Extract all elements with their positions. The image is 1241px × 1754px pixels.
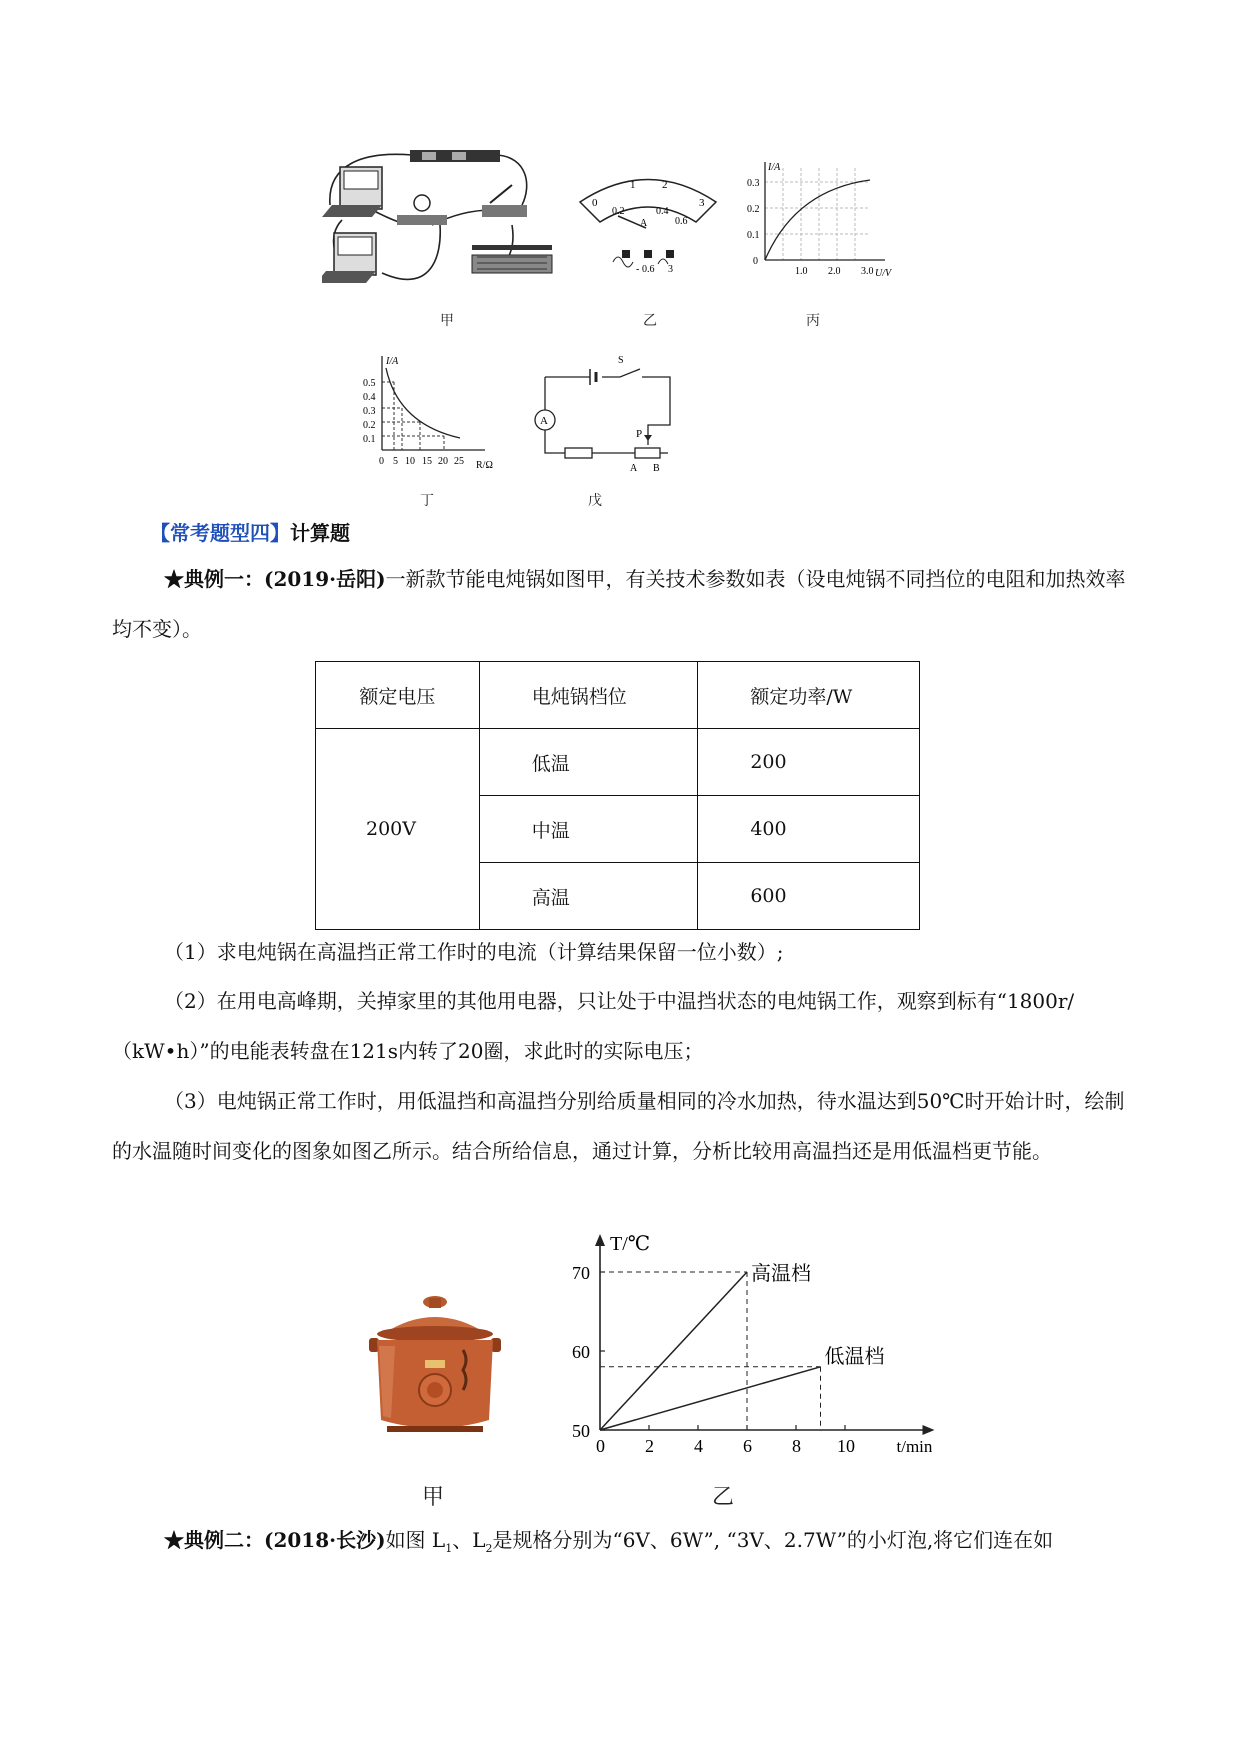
dial-bottom-2: 0.6 <box>675 216 688 227</box>
iu-curve-figure <box>745 160 905 288</box>
terminal-3: 3 <box>668 264 673 275</box>
th-voltage: 额定电压 <box>316 662 480 729</box>
dial-top-3: 3 <box>699 197 705 209</box>
section-bracket-close: 】 <box>270 521 290 545</box>
series-label-0: 高温档 <box>751 1263 811 1285</box>
question-3: （3）电炖锅正常工作时，用低温挡和高温挡分别给质量相同的冷水加热，待水温达到50℃时开始计时，绘制的水温随时间变化的图象如图乙所示。结合所给信息，通过计算，分析比较用高温挡还是用低温档更节能。 <box>112 1089 1125 1163</box>
spec-table <box>315 661 920 930</box>
series-label-1: 低温档 <box>824 1345 885 1368</box>
dial-top-0: 0 <box>592 197 598 209</box>
bing-xtick-2: 2.0 <box>828 266 841 277</box>
dial-bottom-0: 0.2 <box>612 206 625 217</box>
caption-yi-bottom: 乙 <box>712 1485 735 1510</box>
bing-xtick-1: 1.0 <box>795 266 808 277</box>
section-bracket-open: 【 <box>150 521 170 545</box>
series-line-0 <box>600 1272 747 1430</box>
section-heading <box>150 518 350 548</box>
terminal-06: 0.6 <box>642 264 655 275</box>
ammeter-dial-figure <box>578 172 718 287</box>
x-tick-label: 6 <box>743 1436 752 1456</box>
x-axis-arrow <box>923 1425 935 1435</box>
section-name: 常考题型四 <box>170 521 270 545</box>
circuit-jia-figure <box>322 145 567 305</box>
question-1: （1）求电炖锅在高温挡正常工作时的电流（计算结果保留一位小数）; <box>164 940 784 964</box>
x-tick-label: 2 <box>645 1436 654 1456</box>
td-voltage: 200V <box>316 729 480 930</box>
x-tick-label: 4 <box>694 1436 703 1456</box>
wu-switch-label: S <box>618 355 624 366</box>
x-axis-label: t/min <box>896 1437 933 1456</box>
ding-ytick-03: 0.3 <box>363 406 376 417</box>
ding-xtick-20: 20 <box>438 456 448 467</box>
example1-paragraph <box>112 554 1132 654</box>
slow-cooker-image <box>355 1290 515 1440</box>
y-tick-label: 70 <box>572 1263 590 1283</box>
bing-ytick-0: 0 <box>753 256 758 267</box>
example1-text: 一新款节能电炖锅如图甲，有关技术参数如表（设电炖锅不同挡位的电阻和加热效率均不变）。 <box>112 567 1126 641</box>
caption-wu: 戊 <box>588 493 602 509</box>
example2-sub1: 1 <box>445 1542 453 1555</box>
caption-yi-top: 乙 <box>643 313 657 329</box>
example2-text-after: 是规格分别为“6V、6W”, “3V、2.7W”的小灯泡,将它们连在如 <box>492 1528 1054 1552</box>
th-power: 额定功率/W <box>698 662 920 729</box>
ding-xtick-10: 10 <box>405 456 415 467</box>
circuit-wu-figure <box>530 355 680 475</box>
x-tick-label: 8 <box>792 1436 801 1456</box>
temperature-time-chart <box>560 1230 940 1480</box>
bing-xlabel: U/V <box>875 268 892 279</box>
y-axis-arrow <box>595 1234 605 1246</box>
wu-end-a: A <box>630 463 638 474</box>
ding-ytick-05: 0.5 <box>363 378 376 389</box>
example2-text-before: 如图 L <box>385 1528 446 1552</box>
bing-ytick-01: 0.1 <box>747 230 760 241</box>
ding-ytick-02: 0.2 <box>363 420 376 431</box>
ding-xtick-25: 25 <box>454 456 464 467</box>
y-tick-label: 50 <box>572 1421 590 1441</box>
ir-curve-figure <box>360 352 510 474</box>
ding-xlabel: R/Ω <box>476 460 493 471</box>
ding-xtick-15: 15 <box>422 456 432 467</box>
caption-jia-bottom: 甲 <box>422 1485 445 1510</box>
bing-xtick-3: 3.0 <box>861 266 874 277</box>
example2-paragraph <box>112 1515 1132 1574</box>
caption-ding: 丁 <box>420 493 434 509</box>
dial-top-1: 1 <box>630 179 636 191</box>
th-level: 电炖锅档位 <box>479 662 698 729</box>
bing-ytick-03: 0.3 <box>747 178 760 189</box>
caption-bing: 丙 <box>806 313 820 329</box>
example2-label: ★典例二：(2018·长沙) <box>164 1528 386 1552</box>
td-level-high: 高温 <box>479 863 698 930</box>
ding-ytick-01: 0.1 <box>363 434 376 445</box>
td-level-low: 低温 <box>479 729 698 796</box>
caption-jia: 甲 <box>440 313 454 329</box>
bing-ytick-02: 0.2 <box>747 204 760 215</box>
y-tick-label: 60 <box>572 1342 590 1362</box>
question-2: （2）在用电高峰期，关掉家里的其他用电器，只让处于中温挡状态的电炖锅工作，观察到标有“1800r/（kW•h）”的电能表转盘在121s内转了20圈，求此时的实际电压； <box>112 989 1075 1063</box>
td-power-mid: 400 <box>698 796 920 863</box>
td-power-low: 200 <box>698 729 920 796</box>
example1-label: ★典例一：(2019·岳阳) <box>164 567 386 591</box>
series-line-1 <box>600 1367 821 1430</box>
example2-sep: 、L <box>452 1528 486 1552</box>
dial-bottom-1: 0.4 <box>656 206 669 217</box>
ding-ytick-04: 0.4 <box>363 392 376 403</box>
dial-unit: A <box>640 218 648 229</box>
x-tick-label: 0 <box>596 1436 605 1456</box>
wu-slider-label: P <box>636 428 643 440</box>
td-level-mid: 中温 <box>479 796 698 863</box>
ding-xtick-0: 0 <box>379 456 384 467</box>
terminal-minus: - <box>636 264 640 275</box>
wu-end-b: B <box>653 463 660 474</box>
td-power-high: 600 <box>698 863 920 930</box>
section-title: 计算题 <box>290 521 350 545</box>
ding-xtick-5: 5 <box>393 456 398 467</box>
example2-sub2: 2 <box>485 1542 493 1555</box>
ding-ylabel: I/A <box>386 356 399 367</box>
x-tick-label: 10 <box>837 1436 855 1456</box>
bing-ylabel: I/A <box>768 162 781 173</box>
dial-top-2: 2 <box>662 179 668 191</box>
wu-ammeter-label: A <box>540 415 548 427</box>
y-axis-label: T/℃ <box>610 1233 651 1255</box>
